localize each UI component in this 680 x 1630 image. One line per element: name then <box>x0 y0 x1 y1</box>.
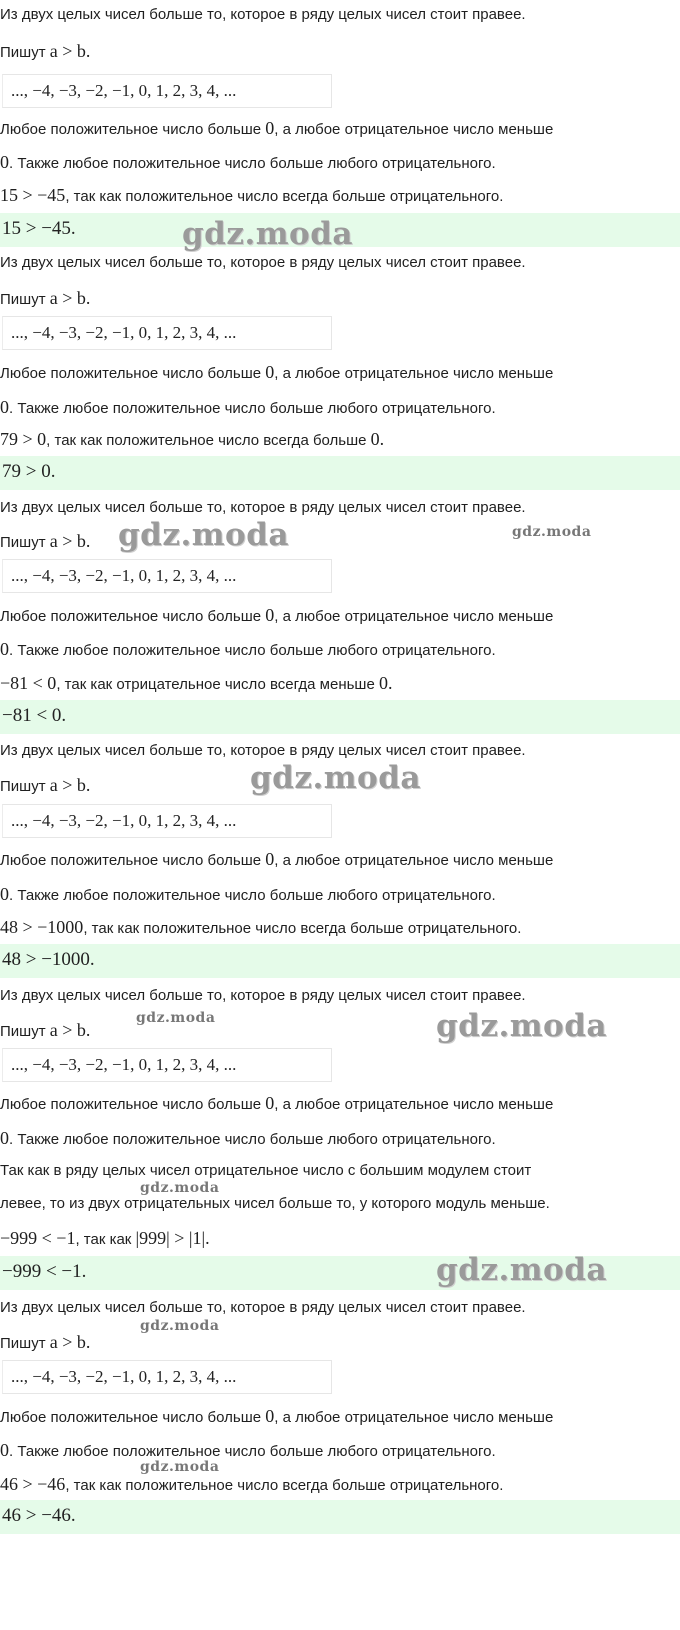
rule-line: Из двух целых чисел больше то, которое в ряду целых чисел стоит правее. <box>0 254 526 271</box>
rule-line: Из двух целых чисел больше то, которое в ряду целых чисел стоит правее. <box>0 1299 526 1316</box>
positive-rule-line-2: 0. Также любое положительное число больше любого отрицательного. <box>0 1128 496 1148</box>
integer-sequence-box: ..., −4, −3, −2, −1, 0, 1, 2, 3, 4, ... <box>2 316 332 350</box>
comparison-line: 48 > −1000, так как положительное число всегда больше отрицательного. <box>0 917 522 937</box>
integer-sequence-box: ..., −4, −3, −2, −1, 0, 1, 2, 3, 4, ... <box>2 804 332 838</box>
answer-box: −999 < −1. <box>0 1256 680 1290</box>
answer-box: 79 > 0. <box>0 456 680 490</box>
comparison-line: 79 > 0, так как положительное число всегда больше 0. <box>0 429 385 449</box>
positive-rule-line: Любое положительное число больше 0, а любое отрицательное число меньше <box>0 1093 554 1113</box>
positive-rule-line: Любое положительное число больше 0, а любое отрицательное число меньше <box>0 362 554 382</box>
watermark: gdz.moda <box>140 1459 220 1475</box>
integer-sequence-box: ..., −4, −3, −2, −1, 0, 1, 2, 3, 4, ... <box>2 74 332 108</box>
integer-sequence-box: ..., −4, −3, −2, −1, 0, 1, 2, 3, 4, ... <box>2 1048 332 1082</box>
positive-rule-line: Любое положительное число больше 0, а любое отрицательное число меньше <box>0 118 554 138</box>
integer-sequence-box: ..., −4, −3, −2, −1, 0, 1, 2, 3, 4, ... <box>2 559 332 593</box>
comparison-line: 15 > −45, так как положительное число всегда больше отрицательного. <box>0 185 504 205</box>
modulus-rule-line-2: левее, то из двух отрицательных чисел больше то, у которого модуль меньше. <box>0 1195 550 1212</box>
watermark: gdz.moda <box>136 1010 216 1026</box>
positive-rule-line-2: 0. Также любое положительное число больше любого отрицательного. <box>0 639 496 659</box>
notation-line: Пишут a > b. <box>0 1020 91 1040</box>
rule-line: Из двух целых чисел больше то, которое в ряду целых чисел стоит правее. <box>0 987 526 1004</box>
positive-rule-line: Любое положительное число больше 0, а любое отрицательное число меньше <box>0 605 554 625</box>
watermark: gdz.moda <box>118 517 289 553</box>
notation-line: Пишут a > b. <box>0 531 91 551</box>
watermark: gdz.moda <box>182 216 353 252</box>
answer-box: 15 > −45. <box>0 213 680 247</box>
positive-rule-line-2: 0. Также любое положительное число больше любого отрицательного. <box>0 884 496 904</box>
rule-line: Из двух целых чисел больше то, которое в ряду целых чисел стоит правее. <box>0 6 526 23</box>
comparison-line: −999 < −1, так как |999| > |1|. <box>0 1228 210 1248</box>
positive-rule-line-2: 0. Также любое положительное число больше любого отрицательного. <box>0 152 496 172</box>
watermark: gdz.moda <box>250 760 421 796</box>
rule-line: Из двух целых чисел больше то, которое в ряду целых чисел стоит правее. <box>0 742 526 759</box>
watermark: gdz.moda <box>140 1318 220 1334</box>
notation-line: Пишут a > b. <box>0 775 91 795</box>
watermark: gdz.moda <box>436 1252 607 1288</box>
comparison-line: 46 > −46, так как положительное число всегда больше отрицательного. <box>0 1474 504 1494</box>
positive-rule-line: Любое положительное число больше 0, а любое отрицательное число меньше <box>0 1406 554 1426</box>
notation-line: Пишут a > b. <box>0 1332 91 1352</box>
positive-rule-line-2: 0. Также любое положительное число больше любого отрицательного. <box>0 1440 496 1460</box>
notation-line: Пишут a > b. <box>0 41 91 61</box>
notation-line: Пишут a > b. <box>0 288 91 308</box>
watermark: gdz.moda <box>140 1180 220 1196</box>
integer-sequence-box: ..., −4, −3, −2, −1, 0, 1, 2, 3, 4, ... <box>2 1360 332 1394</box>
positive-rule-line-2: 0. Также любое положительное число больше любого отрицательного. <box>0 397 496 417</box>
answer-box: −81 < 0. <box>0 700 680 734</box>
comparison-line: −81 < 0, так как отрицательное число всегда меньше 0. <box>0 673 393 693</box>
rule-line: Из двух целых чисел больше то, которое в ряду целых чисел стоит правее. <box>0 499 526 516</box>
modulus-rule-line: Так как в ряду целых чисел отрицательное число с большим модулем стоит <box>0 1162 532 1179</box>
watermark: gdz.moda <box>436 1008 607 1044</box>
answer-box: 46 > −46. <box>0 1500 680 1534</box>
positive-rule-line: Любое положительное число больше 0, а любое отрицательное число меньше <box>0 849 554 869</box>
answer-box: 48 > −1000. <box>0 944 680 978</box>
watermark: gdz.moda <box>512 524 592 540</box>
